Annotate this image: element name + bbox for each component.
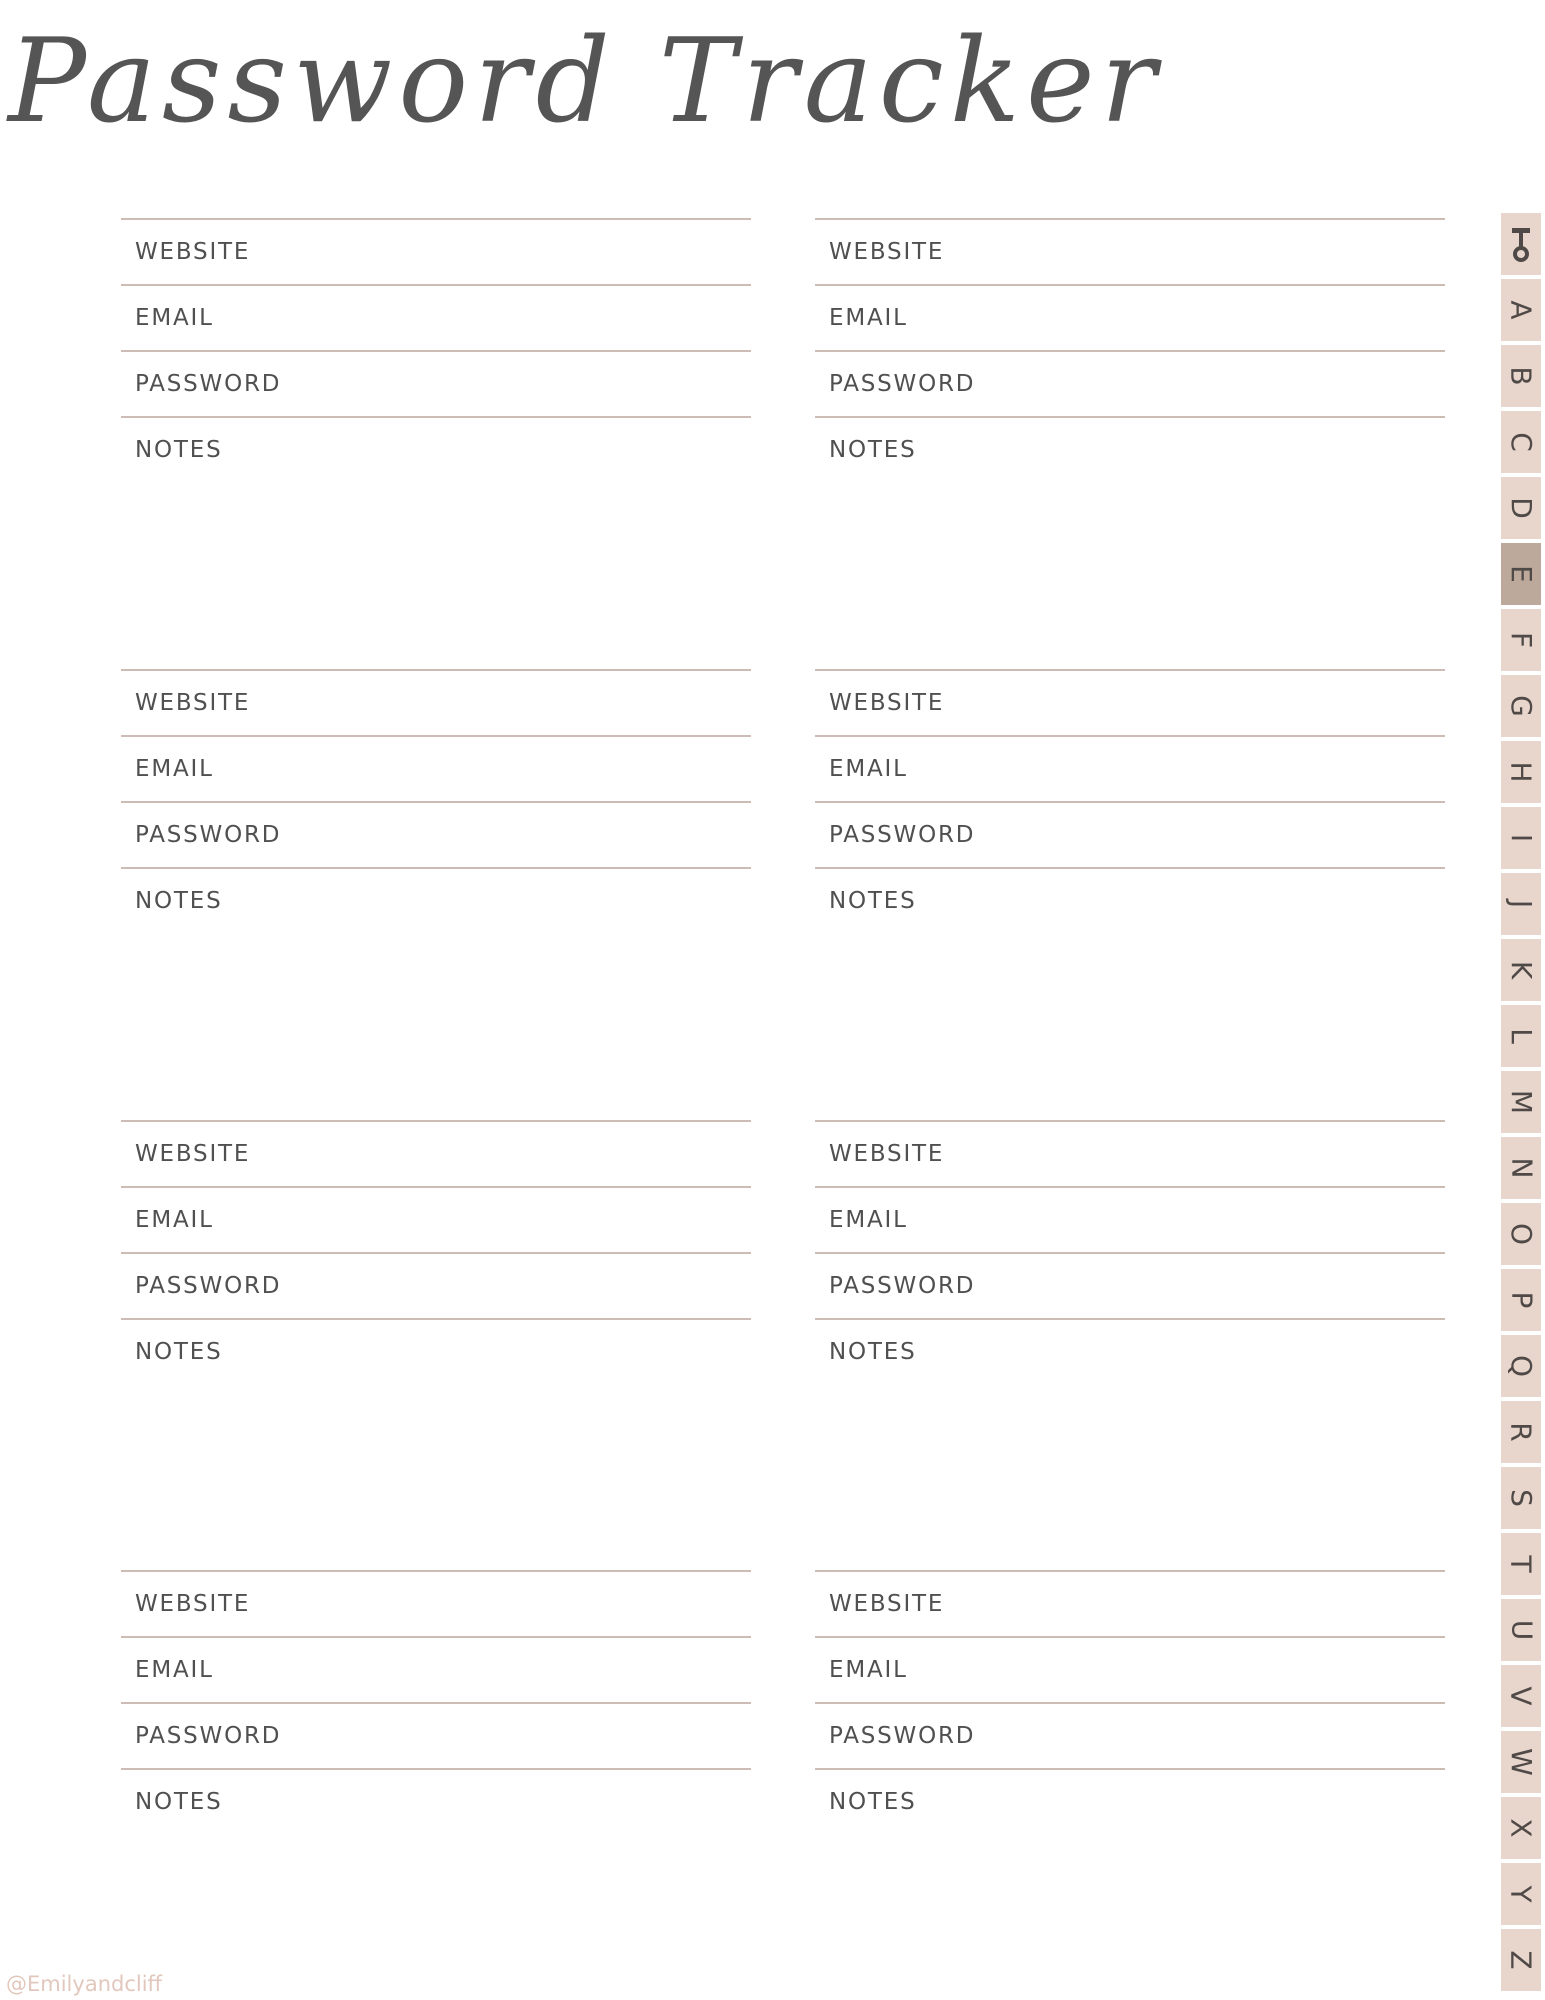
tab-letter-l[interactable] xyxy=(1501,1005,1541,1067)
password-entry xyxy=(121,1570,751,1964)
password-label: PASSWORD xyxy=(829,371,976,397)
tab-letter-s[interactable] xyxy=(1501,1467,1541,1529)
email-field[interactable] xyxy=(815,1638,1445,1704)
notes-label: NOTES xyxy=(135,1339,223,1365)
tab-letter-x[interactable] xyxy=(1501,1797,1541,1859)
tab-letter-label: Q xyxy=(1504,1354,1538,1378)
password-label: PASSWORD xyxy=(135,371,282,397)
watermark: @Emilyandcliff xyxy=(6,1972,163,1996)
tab-letter-label: B xyxy=(1505,366,1538,386)
notes-field[interactable] xyxy=(121,1770,751,1834)
tab-letter-o[interactable] xyxy=(1501,1203,1541,1265)
notes-field[interactable] xyxy=(121,869,751,933)
email-label: EMAIL xyxy=(829,756,908,782)
password-entry xyxy=(815,1120,1445,1604)
tab-letter-label: C xyxy=(1505,432,1538,452)
tab-letter-a[interactable] xyxy=(1501,279,1541,341)
tab-letter-label: X xyxy=(1505,1818,1538,1838)
email-label: EMAIL xyxy=(135,756,214,782)
email-field[interactable] xyxy=(121,1188,751,1254)
website-field[interactable] xyxy=(815,1572,1445,1638)
password-entry xyxy=(121,1120,751,1604)
email-field[interactable] xyxy=(121,286,751,352)
password-field[interactable] xyxy=(121,1254,751,1320)
website-field[interactable] xyxy=(121,1572,751,1638)
email-field[interactable] xyxy=(121,737,751,803)
tab-letter-p[interactable] xyxy=(1501,1269,1541,1331)
tab-letter-g[interactable] xyxy=(1501,675,1541,737)
website-label: WEBSITE xyxy=(135,1591,251,1617)
password-label: PASSWORD xyxy=(135,822,282,848)
website-field[interactable] xyxy=(815,1122,1445,1188)
page-title: Password Tracker xyxy=(8,14,1163,149)
password-field[interactable] xyxy=(815,803,1445,869)
website-label: WEBSITE xyxy=(135,1141,251,1167)
password-label: PASSWORD xyxy=(135,1273,282,1299)
password-entry xyxy=(121,218,751,702)
tab-key[interactable] xyxy=(1501,213,1541,275)
tab-letter-label: V xyxy=(1505,1686,1538,1706)
tab-letter-label: G xyxy=(1504,695,1538,717)
notes-field[interactable] xyxy=(815,1320,1445,1384)
notes-label: NOTES xyxy=(135,888,223,914)
website-label: WEBSITE xyxy=(829,239,945,265)
tab-letter-b[interactable] xyxy=(1501,345,1541,407)
tab-letter-label: U xyxy=(1505,1619,1538,1641)
email-label: EMAIL xyxy=(829,1207,908,1233)
tab-letter-label: T xyxy=(1504,1555,1538,1573)
notes-label: NOTES xyxy=(829,1789,917,1815)
tab-letter-c[interactable] xyxy=(1501,411,1541,473)
website-field[interactable] xyxy=(815,671,1445,737)
tab-letter-label: S xyxy=(1505,1489,1538,1507)
key-icon xyxy=(1508,224,1534,264)
notes-label: NOTES xyxy=(829,1339,917,1365)
password-field[interactable] xyxy=(815,1254,1445,1320)
notes-field[interactable] xyxy=(815,1770,1445,1834)
tab-letter-h[interactable] xyxy=(1501,741,1541,803)
website-label: WEBSITE xyxy=(829,690,945,716)
tab-letter-label: J xyxy=(1504,899,1538,909)
tab-letter-z[interactable] xyxy=(1501,1929,1541,1991)
tab-letter-label: R xyxy=(1505,1422,1538,1442)
email-label: EMAIL xyxy=(135,1207,214,1233)
email-label: EMAIL xyxy=(135,305,214,331)
email-field[interactable] xyxy=(815,286,1445,352)
notes-label: NOTES xyxy=(135,437,223,463)
notes-label: NOTES xyxy=(829,888,917,914)
tab-letter-i[interactable] xyxy=(1501,807,1541,869)
email-label: EMAIL xyxy=(829,1657,908,1683)
tab-letter-label: P xyxy=(1504,1291,1538,1309)
password-field[interactable] xyxy=(121,803,751,869)
tab-letter-label: M xyxy=(1504,1089,1538,1115)
website-field[interactable] xyxy=(815,220,1445,286)
tab-letter-j[interactable] xyxy=(1501,873,1541,935)
tab-letter-label: N xyxy=(1504,1157,1538,1179)
tab-letter-t[interactable] xyxy=(1501,1533,1541,1595)
password-field[interactable] xyxy=(121,1704,751,1770)
email-field[interactable] xyxy=(121,1638,751,1704)
password-label: PASSWORD xyxy=(135,1723,282,1749)
tab-letter-label: K xyxy=(1505,960,1538,980)
email-label: EMAIL xyxy=(829,305,908,331)
notes-field[interactable] xyxy=(815,418,1445,482)
website-label: WEBSITE xyxy=(135,239,251,265)
tab-letter-label: A xyxy=(1505,300,1538,320)
tab-letter-f[interactable] xyxy=(1501,609,1541,671)
password-entry xyxy=(815,1570,1445,1964)
email-field[interactable] xyxy=(815,1188,1445,1254)
tab-letter-label: F xyxy=(1504,631,1538,649)
email-label: EMAIL xyxy=(135,1657,214,1683)
tab-letter-v[interactable] xyxy=(1501,1665,1541,1727)
tab-letter-label: E xyxy=(1504,565,1538,583)
tab-letter-label: O xyxy=(1504,1222,1538,1246)
tab-letter-q[interactable] xyxy=(1501,1335,1541,1397)
tab-letter-d[interactable] xyxy=(1501,477,1541,539)
website-label: WEBSITE xyxy=(829,1591,945,1617)
tab-letter-label: I xyxy=(1504,833,1538,843)
tab-letter-k[interactable] xyxy=(1501,939,1541,1001)
website-field[interactable] xyxy=(121,1122,751,1188)
password-field[interactable] xyxy=(815,1704,1445,1770)
tab-letter-w[interactable] xyxy=(1501,1731,1541,1793)
password-entry xyxy=(121,669,751,1153)
notes-field[interactable] xyxy=(815,869,1445,933)
tab-letter-label: W xyxy=(1505,1748,1538,1776)
tab-letter-label: Z xyxy=(1505,1950,1538,1970)
tab-letter-label: H xyxy=(1505,761,1538,783)
notes-field[interactable] xyxy=(121,1320,751,1384)
tab-letter-label: D xyxy=(1505,497,1538,519)
tab-letter-n[interactable] xyxy=(1501,1137,1541,1199)
website-field[interactable] xyxy=(121,220,751,286)
tab-letter-e[interactable] xyxy=(1501,543,1541,605)
password-label: PASSWORD xyxy=(829,1273,976,1299)
password-field[interactable] xyxy=(815,352,1445,418)
password-label: PASSWORD xyxy=(829,1723,976,1749)
tab-letter-label: Y xyxy=(1504,1885,1538,1903)
website-label: WEBSITE xyxy=(135,690,251,716)
notes-label: NOTES xyxy=(135,1789,223,1815)
email-field[interactable] xyxy=(815,737,1445,803)
password-label: PASSWORD xyxy=(829,822,976,848)
notes-field[interactable] xyxy=(121,418,751,482)
password-field[interactable] xyxy=(121,352,751,418)
password-entry xyxy=(815,669,1445,1153)
alphabet-tabs xyxy=(1501,213,1541,1995)
notes-area[interactable] xyxy=(815,1834,1445,1964)
tab-letter-m[interactable] xyxy=(1501,1071,1541,1133)
website-field[interactable] xyxy=(121,671,751,737)
tab-letter-r[interactable] xyxy=(1501,1401,1541,1463)
notes-label: NOTES xyxy=(829,437,917,463)
tab-letter-y[interactable] xyxy=(1501,1863,1541,1925)
tab-letter-u[interactable] xyxy=(1501,1599,1541,1661)
notes-area[interactable] xyxy=(121,1834,751,1964)
password-entry xyxy=(815,218,1445,702)
tab-letter-label: L xyxy=(1504,1028,1538,1044)
website-label: WEBSITE xyxy=(829,1141,945,1167)
